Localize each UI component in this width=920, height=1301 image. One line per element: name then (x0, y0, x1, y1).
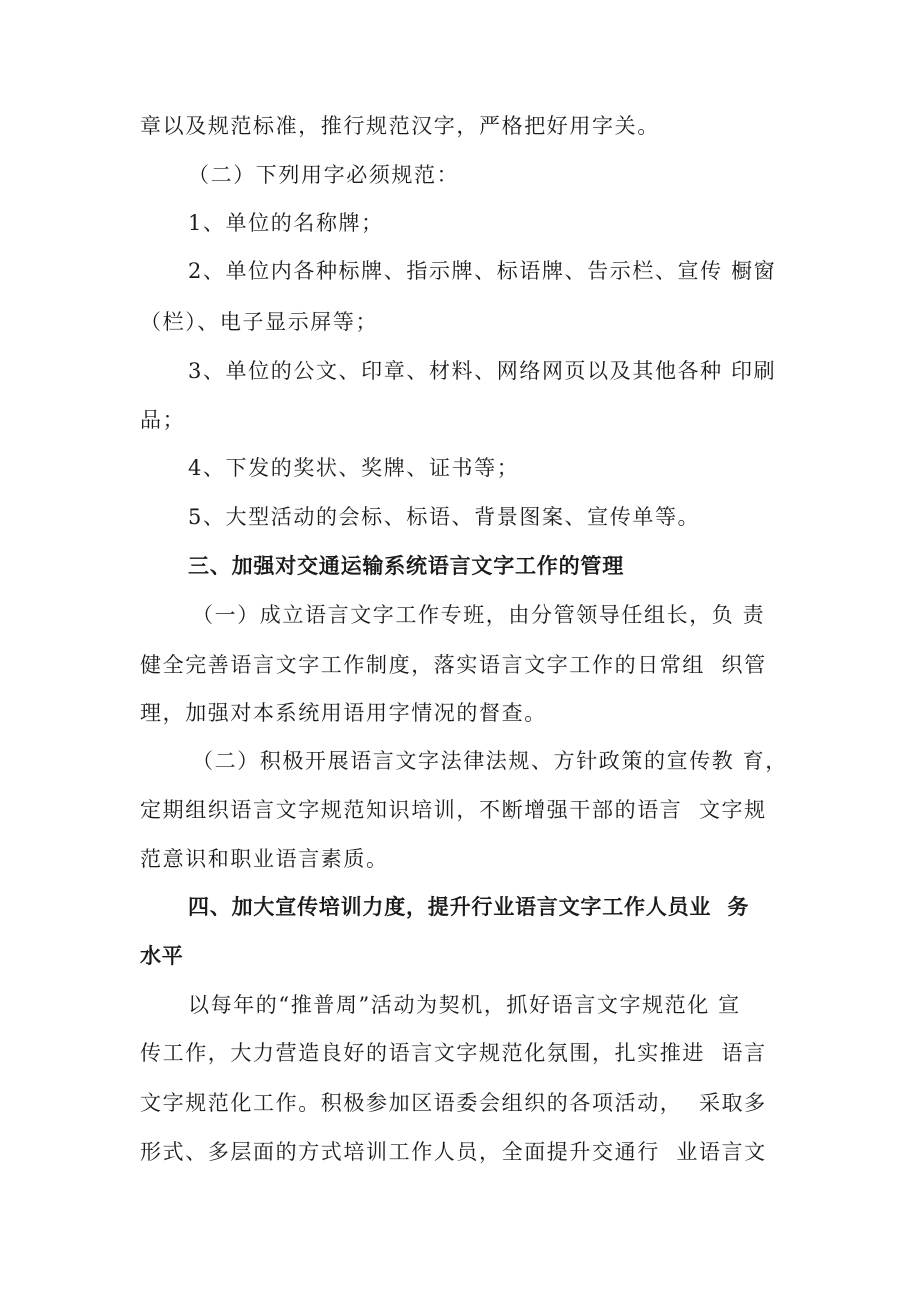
list-item-line: 品； (140, 408, 186, 432)
paragraph-line: 传工作，大力营造良好的语言文字规范化氛围，扎实推进 语言 (140, 1041, 767, 1065)
list-item-line: 1、单位的名称牌； (188, 211, 384, 235)
paragraph-line: 章以及规范标准，推行规范汉字，严格把好用字关。 (140, 114, 660, 138)
paragraph-line: 文字规范化工作。积极参加区语委会组织的各项活动， 采取多 (140, 1091, 767, 1115)
list-item-line: （栏）、电子显示屏等； (140, 310, 379, 334)
subheading-line: （二）下列用字必须规范： (188, 163, 460, 187)
list-item-line: 4、下发的奖状、奖牌、证书等； (188, 456, 520, 480)
section-heading: 四、加大宣传培训力度，提升行业语言文字工作人员业 务 (188, 895, 750, 919)
paragraph-line: 以每年的“推普周”活动为契机，抓好语言文字规范化 宣 (188, 993, 741, 1017)
paragraph-line: 范意识和职业语言素质。 (140, 847, 389, 871)
section-heading: 水平 (140, 944, 184, 968)
list-item-line: 5、大型活动的会标、标语、背景图案、宣传单等。 (188, 505, 701, 529)
paragraph-line: 健全完善语言文字工作制度，落实语言文字工作的日常组 织管 (140, 653, 767, 677)
list-item-line: 3、单位的公文、印章、材料、网络网页以及其他各种 印刷 (188, 359, 777, 383)
paragraph-line: （一）成立语言文字工作专班，由分管领导任组长，负 责 (192, 603, 766, 627)
paragraph-line: 形式、多层面的方式培训工作人员，全面提升交通行 业语言文 (140, 1140, 767, 1164)
paragraph-line: 理，加强对本系统用语用字情况的督查。 (140, 701, 547, 725)
paragraph-line: （二）积极开展语言文字法律法规、方针政策的宣传教 育， (192, 749, 788, 773)
list-item-line: 2、单位内各种标牌、指示牌、标语牌、告示栏、宣传 橱窗 (188, 259, 777, 283)
section-heading: 三、加强对交通运输系统语言文字工作的管理 (188, 554, 624, 578)
paragraph-line: 定期组织语言文字规范知识培训，不断增强干部的语言 文字规 (140, 798, 767, 822)
